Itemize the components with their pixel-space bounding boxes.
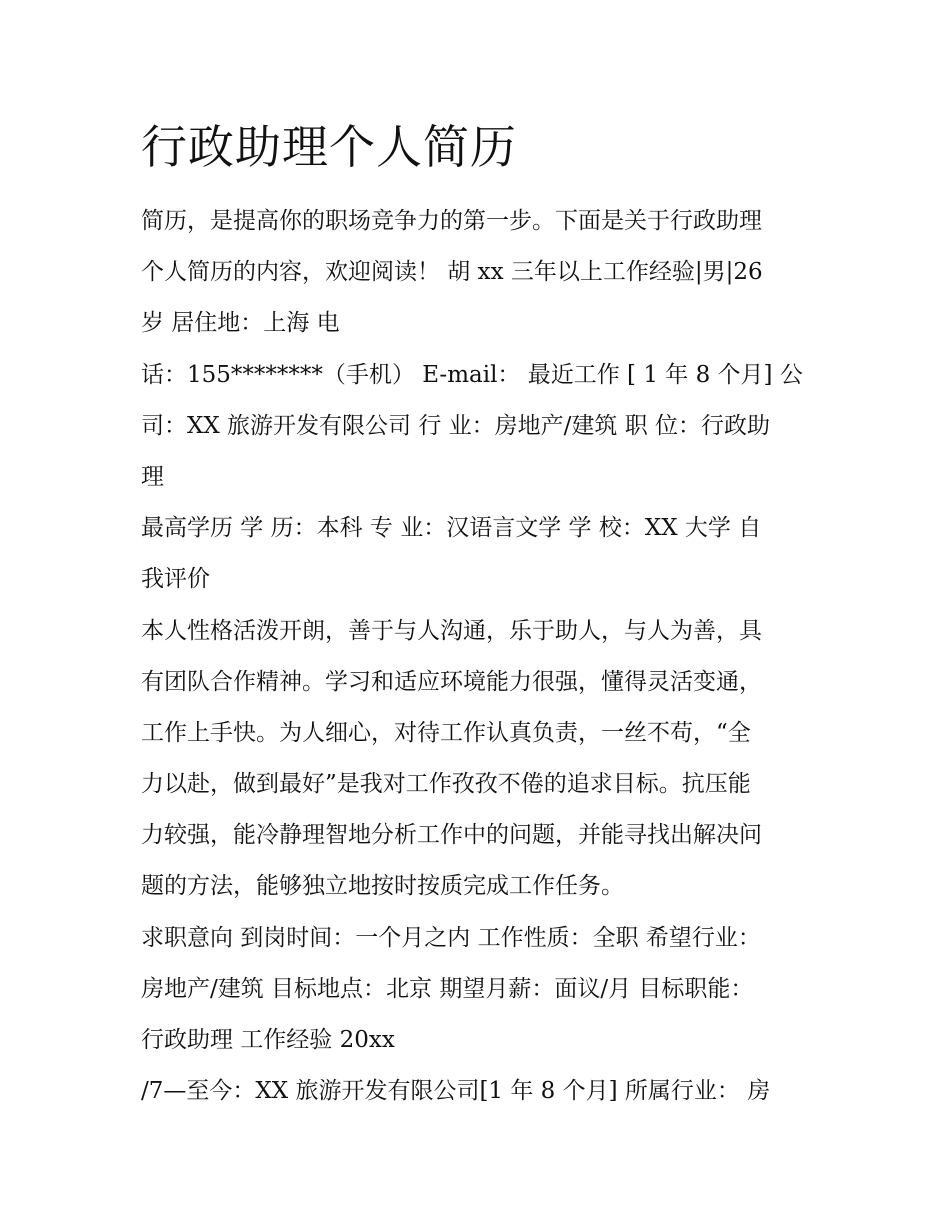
body-line: 有团队合作精神。学习和适应环境能力很强，懂得灵活变通， bbox=[141, 668, 762, 695]
body-line: 司：XX 旅游开发有限公司 行 业：房地产/建筑 职 位：行政助 bbox=[141, 412, 771, 439]
body-line: 理 bbox=[141, 463, 164, 490]
body-line: 岁 居住地：上海 电 bbox=[141, 310, 340, 337]
body-line: 我评价 bbox=[141, 566, 210, 593]
document-title: 行政助理个人简历 bbox=[141, 120, 517, 174]
body-line: 最高学历 学 历：本科 专 业：汉语言文学 学 校：XX 大学 自 bbox=[141, 515, 762, 542]
body-line: 力较强，能冷静理智地分析工作中的问题，并能寻找出解决问 bbox=[141, 822, 762, 849]
document-body bbox=[141, 196, 821, 1117]
body-line: 求职意向 到岗时间：一个月之内 工作性质：全职 希望行业： bbox=[141, 924, 761, 951]
body-line: 个人简历的内容，欢迎阅读！ 胡 xx 三年以上工作经验|男|26 bbox=[141, 259, 763, 286]
body-line: 工作上手快。为人细心，对待工作认真负责，一丝不苟，“全 bbox=[141, 719, 751, 746]
body-line: 力以赴，做到最好”是我对工作孜孜不倦的追求目标。抗压能 bbox=[141, 771, 751, 798]
body-line: /7—至今：XX 旅游开发有限公司[1 年 8 个月] 所属行业： 房 bbox=[141, 1078, 771, 1105]
body-line: 简历，是提高你的职场竞争力的第一步。下面是关于行政助理 bbox=[141, 208, 762, 234]
body-line: 话：155********（手机） E-mail： 最近工作 [ 1 年 8 个月] 公 bbox=[141, 361, 803, 388]
body-line: 题的方法，能够独立地按时按质完成工作任务。 bbox=[141, 873, 624, 900]
body-line: 房地产/建筑 目标地点：北京 期望月薪：面议/月 目标职能： bbox=[141, 975, 754, 1002]
body-line: 行政助理 工作经验 20xx bbox=[141, 1027, 395, 1053]
body-line: 本人性格活泼开朗，善于与人沟通，乐于助人，与人为善，具 bbox=[141, 617, 762, 644]
